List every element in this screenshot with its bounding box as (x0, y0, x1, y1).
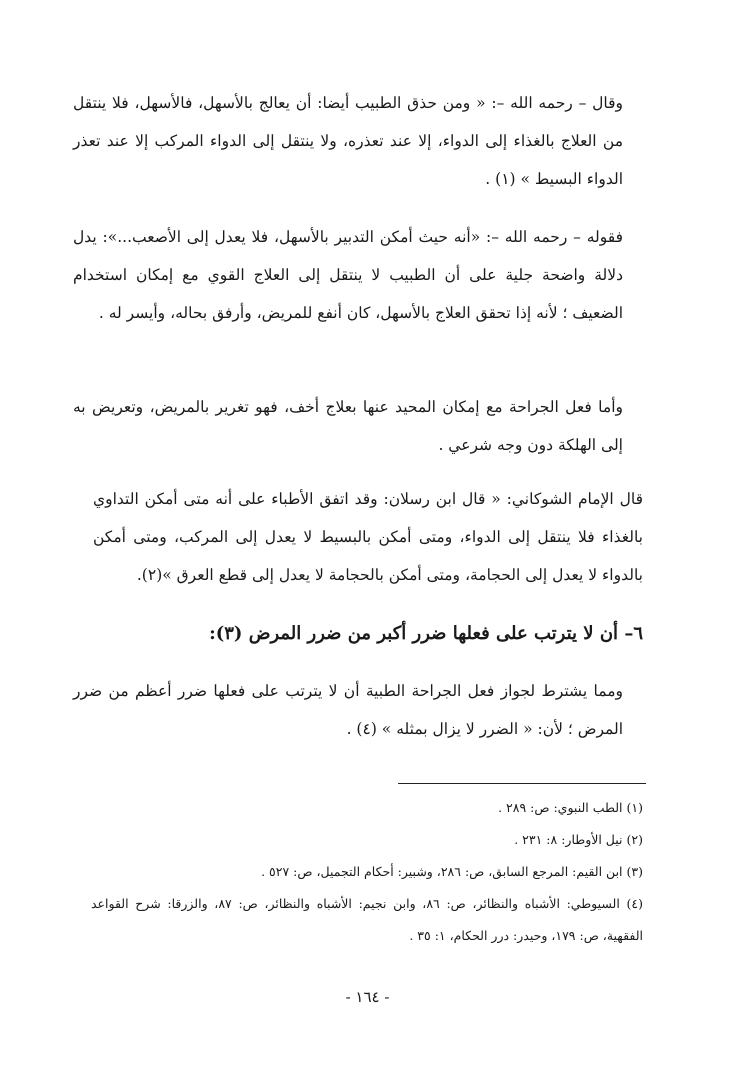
footnote-3: (٣) ابن القيم: المرجع السابق، ص: ٢٨٦، وشبير: أحكام التجميل، ص: ٥٢٧ . (261, 864, 643, 879)
footnote-2: (٢) نيل الأوطار: ٨: ٢٣١ . (514, 832, 643, 847)
paragraph-3: وأما فعل الجراحة مع إمكان المحيد عنها بعلاج أخف، فهو تغرير بالمريض، وتعريض به إلى الهلكة دون وجه شرعي . (73, 398, 623, 454)
section-heading: ٦– أن لا يترتب على فعلها ضرر أكبر من ضرر المرض (٣): (209, 623, 643, 644)
page-number: - ١٦٤ - (345, 988, 390, 1006)
footnote-4: (٤) السيوطي: الأشباه والنظائر، ص: ٨٦، وابن نجيم: الأشباه والنظائر، ص: ٨٧، والزرقا: شرح القواعد الفقهية، ص: ١٧٩، وحيدر: درر الحكام، ١: ٣٥ . (91, 896, 644, 943)
paragraph-1: وقال – رحمه الله –: « ومن حذق الطبيب أيضا: أن يعالج بالأسهل، فالأسهل، فلا ينتقل من العلاج بالغذاء إلى الدواء، إلا عند تعذره، ولا ينتقل إلى الدواء المركب إلا عند تعذر الدواء البسيط » (١) . (73, 94, 623, 188)
footnote-divider (398, 783, 646, 784)
paragraph-5: ومما يشترط لجواز فعل الجراحة الطبية أن لا يترتب على فعلها ضرر أعظم من ضرر المرض ؛ لأن: « الضرر لا يزال بمثله » (٤) . (73, 682, 623, 738)
footnote-1: (١) الطب النبوي: ص: ٢٨٩ . (498, 800, 643, 815)
footnotes (91, 792, 643, 952)
paragraph-2: فقوله – رحمه الله –: «أنه حيث أمكن التدبير بالأسهل، فلا يعدل إلى الأصعب...»: يدل دلالة واضحة جلية على أن الطبيب لا ينتقل إلى العلاج القوي مع إمكان استخدام الضعيف ؛ لأنه إذا تحقق العلاج بالأسهل، كان أنفع للمريض، وأرفق بحاله، وأيسر له . (73, 228, 623, 322)
paragraph-4: قال الإمام الشوكاني: « قال ابن رسلان: وقد اتفق الأطباء على أنه متى أمكن التداوي بالغذاء فلا ينتقل إلى الدواء، ومتى أمكن بالبسيط لا يعدل إلى المركب، ومتى أمكن بالدواء لا يعدل إلى الحجامة، ومتى أمكن بالحجامة لا يعدل إلى قطع العرق »(٢). (93, 490, 643, 584)
